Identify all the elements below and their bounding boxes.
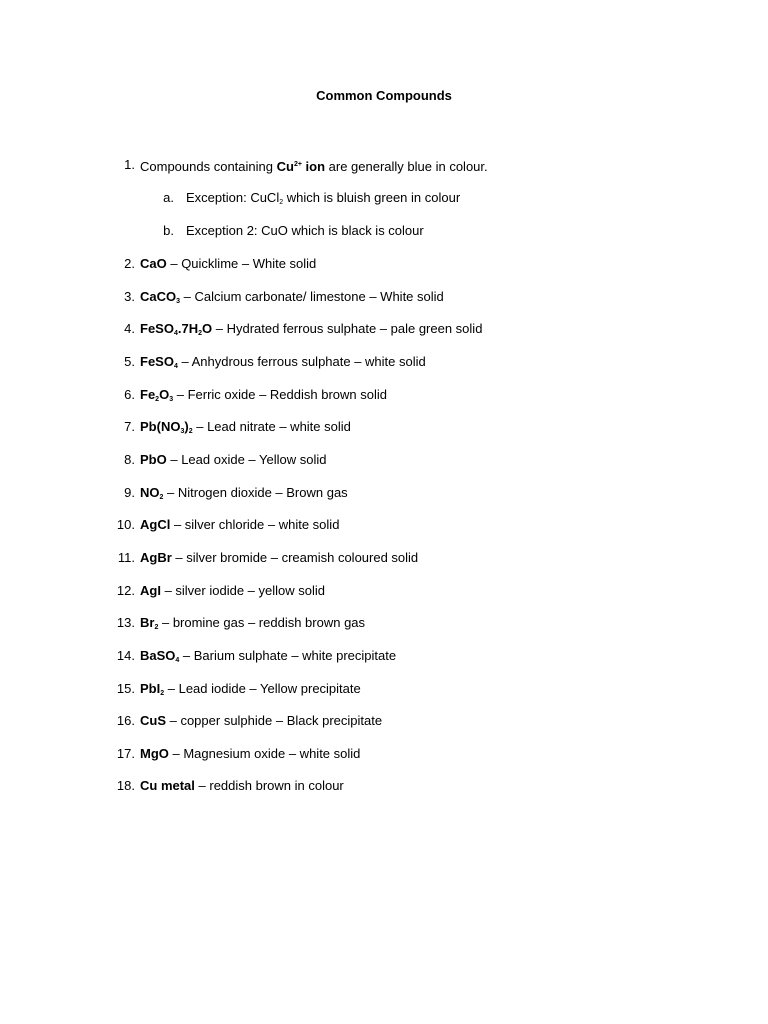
list-number: 18. [116, 778, 135, 793]
compound-description: – Ferric oxide – Reddish brown solid [173, 387, 387, 402]
list-number: 1. [124, 157, 135, 172]
list-text [140, 777, 344, 795]
list-letter: b. [163, 223, 174, 238]
compound-description: – Hydrated ferrous sulphate – pale green solid [212, 321, 483, 336]
compound-description: – Magnesium oxide – white solid [168, 746, 361, 761]
compound-formula: PbI$_2$ [140, 681, 165, 697]
list-text [140, 484, 348, 507]
compound-formula: $FeSO_4.7H_2O$ [140, 321, 213, 337]
compound-formula: CuS [140, 713, 166, 728]
list-text: Compounds containing $Cu^{2+}$ ion are generally blue in colour. [140, 159, 488, 174]
list-text [140, 745, 360, 763]
compound-description: – Barium sulphate – white precipitate [179, 648, 397, 663]
list-number: 2. [124, 256, 135, 271]
list-number: 13. [116, 615, 135, 630]
compound-description: – copper sulphide – Black precipitate [166, 713, 383, 728]
list-number: 7. [124, 419, 135, 434]
compound-formula: $NO_2$ [140, 485, 164, 501]
compound-description: – bromine gas – reddish brown gas [158, 615, 366, 630]
compound-description: – Quicklime – White solid [166, 256, 317, 271]
compound-formula: $Br_2$ [140, 615, 159, 631]
list-number: 14. [116, 648, 135, 663]
compound-formula: AgBr [140, 550, 172, 565]
list-text [140, 516, 339, 534]
list-text [140, 320, 482, 343]
compound-formula: MgO [140, 746, 169, 761]
list-text [140, 255, 316, 273]
list-text [140, 353, 426, 376]
list-number: 8. [124, 452, 135, 467]
list-text [140, 680, 361, 703]
compound-formula: BaSO$_4$ [140, 648, 180, 664]
compound-formula: AgI [140, 583, 161, 598]
compound-formula: PbO [140, 452, 167, 467]
list-letter: a. [163, 190, 174, 205]
list-text: Exception 2: CuO which is black is colour [186, 223, 424, 238]
compound-description: – Lead nitrate – white solid [192, 419, 351, 434]
page-title: Common Compounds [316, 88, 452, 103]
compound-formula: $Fe_2O_3$ [140, 387, 174, 403]
list-text [140, 451, 326, 469]
list-number: 5. [124, 354, 135, 369]
list-text [140, 614, 365, 637]
list-number: 6. [124, 387, 135, 402]
list-text [140, 712, 382, 730]
compound-formula: CaCO$_3$ [140, 289, 181, 305]
compound-formula: FeSO$_4$ [140, 354, 178, 370]
compound-description: – Nitrogen dioxide – Brown gas [163, 485, 348, 500]
compound-description: – Lead oxide – Yellow solid [166, 452, 327, 467]
list-number: 11. [117, 550, 135, 565]
list-text [140, 647, 396, 670]
compound-description: – Lead iodide – Yellow precipitate [164, 681, 361, 696]
compound-description: – silver bromide – creamish coloured solid [171, 550, 419, 565]
list-number: 15. [116, 681, 135, 696]
compound-description: – silver chloride – white solid [170, 517, 340, 532]
list-number: 10. [116, 517, 135, 532]
list-text [140, 386, 387, 409]
list-number: 16. [116, 713, 135, 728]
list-number: 17. [116, 746, 135, 761]
list-text: Exception: CuCl$_2$ which is bluish green in colour [186, 190, 461, 206]
list-text [140, 288, 444, 311]
list-text [140, 582, 325, 600]
compound-description: – reddish brown in colour [194, 778, 344, 793]
compound-formula: Cu metal [140, 778, 195, 793]
list-number: 12. [116, 583, 135, 598]
compound-formula: AgCl [140, 517, 171, 532]
compound-description: – Anhydrous ferrous sulphate – white solid [177, 354, 426, 369]
list-number: 3. [124, 289, 135, 304]
list-text [140, 549, 418, 567]
list-number: 9. [124, 485, 135, 500]
compound-description: – silver iodide – yellow solid [160, 583, 325, 598]
list-text [140, 418, 351, 441]
compound-formula: CaO [140, 256, 167, 271]
list-number: 4. [124, 321, 135, 336]
compound-formula: $Pb(NO_3)_2$ [140, 419, 193, 435]
compound-description: – Calcium carbonate/ limestone – White solid [180, 289, 444, 304]
